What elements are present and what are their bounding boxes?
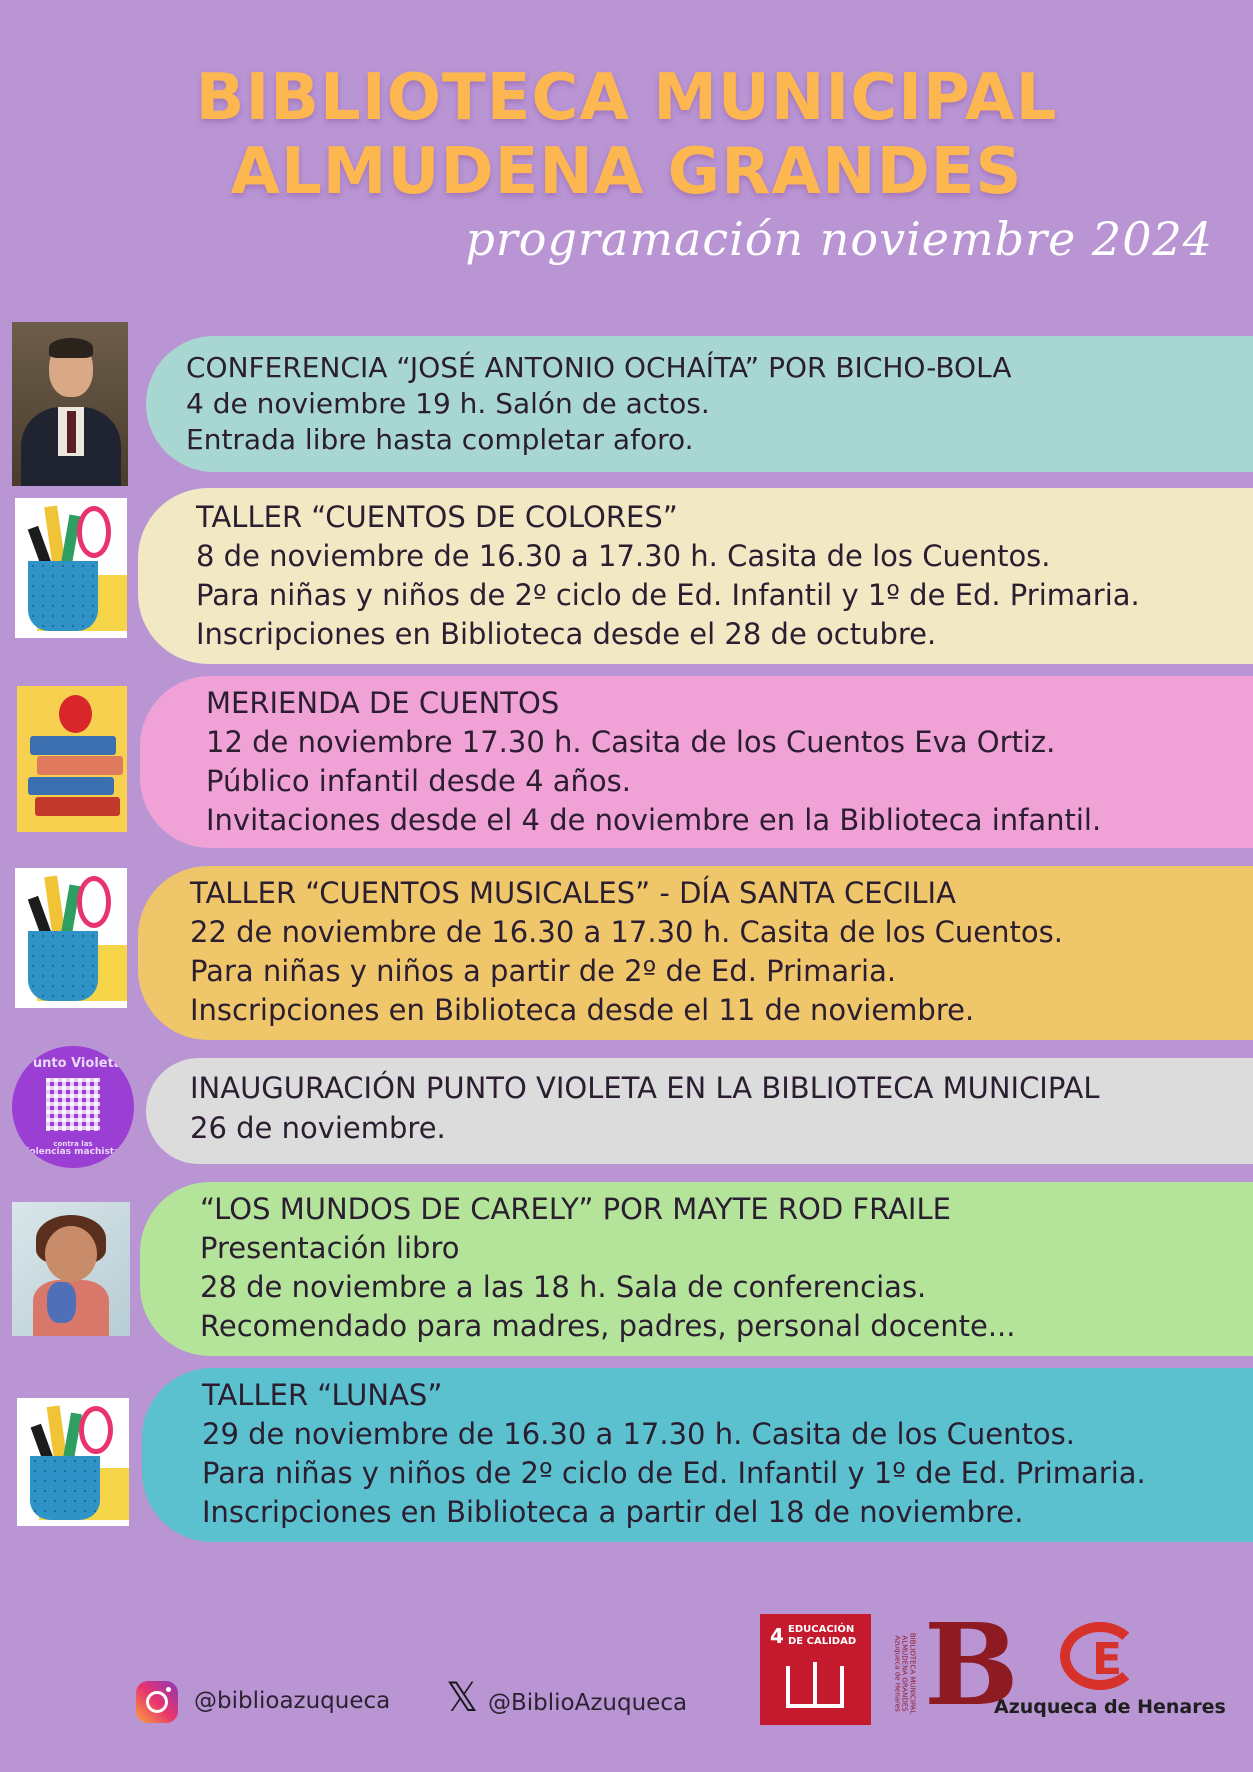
event-detail: Público infantil desde 4 años. [206, 764, 632, 798]
library-logo-line2: ALMUDENA GRANDES [900, 1635, 909, 1712]
event-detail: Para niñas y niños de 2º ciclo de Ed. Infantil y 1º de Ed. Primaria. [196, 578, 1140, 612]
event-title: MERIENDA DE CUENTOS [206, 686, 560, 720]
event-detail: Para niñas y niños de 2º ciclo de Ed. Infantil y 1º de Ed. Primaria. [202, 1456, 1146, 1490]
event-card [140, 676, 1253, 848]
page-title-line1: BIBLIOTECA MUNICIPAL [195, 61, 1058, 135]
event-detail: 28 de noviembre a las 18 h. Sala de conferencias. [200, 1270, 927, 1304]
pencil-cup-icon [15, 868, 127, 1008]
twitter-handle[interactable]: @BiblioAzuqueca [488, 1690, 688, 1716]
event-card [138, 866, 1253, 1040]
instagram-handle[interactable]: @biblioazuqueca [194, 1688, 391, 1714]
event-detail: 4 de noviembre 19 h. Salón de actos. [186, 387, 710, 420]
town-name: Azuqueca de Henares [994, 1696, 1226, 1718]
event-detail: Invitaciones desde el 4 de noviembre en la Biblioteca infantil. [206, 803, 1102, 837]
x-twitter-icon[interactable]: 𝕏 [446, 1675, 479, 1721]
library-logo-letter: B [924, 1600, 1019, 1731]
event-title: CONFERENCIA “JOSÉ ANTONIO OCHAÍTA” POR BICHO-BOLA [186, 351, 1012, 384]
pencil-cup-icon [15, 498, 127, 638]
event-detail: Entrada libre hasta completar aforo. [186, 423, 694, 456]
event-title: INAUGURACIÓN PUNTO VIOLETA EN LA BIBLIOTECA MUNICIPAL [190, 1071, 1100, 1105]
library-logo-line3: Azuqueca de Henares [893, 1635, 902, 1712]
page-subtitle: programación noviembre 2024 [465, 212, 1213, 266]
ods-education-logo [760, 1614, 871, 1725]
book-icon [786, 1666, 844, 1708]
event-detail: Recomendado para madres, padres, personal docente... [200, 1309, 1016, 1343]
qr-code-icon [46, 1078, 100, 1132]
event-card [138, 488, 1253, 664]
punto-violeta-small-label: contra las [53, 1139, 93, 1148]
ods-number: 4 [770, 1624, 784, 1648]
event-title: TALLER “CUENTOS DE COLORES” [196, 500, 678, 534]
event-detail: Presentación libro [200, 1231, 460, 1265]
event-title: TALLER “CUENTOS MUSICALES” - DÍA SANTA CECILIA [190, 876, 956, 910]
event-card [140, 1182, 1253, 1356]
event-detail: Inscripciones en Biblioteca desde el 11 de noviembre. [190, 993, 975, 1027]
event-card [146, 336, 1253, 472]
event-card [142, 1368, 1253, 1542]
event-title: TALLER “LUNAS” [202, 1378, 443, 1412]
library-logo-line1: BIBLIOTECA MUNICIPAL [908, 1632, 917, 1715]
event-detail: 22 de noviembre de 16.30 a 17.30 h. Casita de los Cuentos. [190, 915, 1063, 949]
event-detail: 29 de noviembre de 16.30 a 17.30 h. Casita de los Cuentos. [202, 1417, 1075, 1451]
instagram-icon[interactable] [136, 1681, 178, 1723]
punto-violeta-icon [12, 1046, 134, 1168]
ods-text-1: EDUCACIÓN [788, 1624, 855, 1635]
ods-text-2: DE CALIDAD [788, 1635, 857, 1647]
event-detail: Inscripciones en Biblioteca desde el 28 de octubre. [196, 617, 937, 651]
event-title: “LOS MUNDOS DE CARELY” POR MAYTE ROD FRAILE [200, 1192, 951, 1226]
pencil-cup-icon [17, 1398, 129, 1526]
books-apple-icon [17, 686, 127, 832]
event-detail: 26 de noviembre. [190, 1111, 446, 1145]
page-title-line2: ALMUDENA GRANDES [230, 135, 1023, 209]
event-detail: 8 de noviembre de 16.30 a 17.30 h. Casita de los Cuentos. [196, 539, 1051, 573]
event-card [146, 1058, 1253, 1164]
event-detail: Inscripciones en Biblioteca a partir del 18 de noviembre. [202, 1495, 1024, 1529]
event-detail: 12 de noviembre 17.30 h. Casita de los Cuentos Eva Ortiz. [206, 725, 1056, 759]
girl-illustration-icon [12, 1202, 130, 1336]
library-logo [893, 1600, 1019, 1731]
town-logo-icon: E [1054, 1620, 1150, 1692]
punto-violeta-bottom-label: violencias machistas [20, 1147, 126, 1158]
punto-violeta-label: Punto Violeta [23, 1055, 123, 1071]
event-detail: Para niñas y niños a partir de 2º de Ed. Primaria. [190, 954, 897, 988]
portrait-icon [12, 322, 128, 486]
